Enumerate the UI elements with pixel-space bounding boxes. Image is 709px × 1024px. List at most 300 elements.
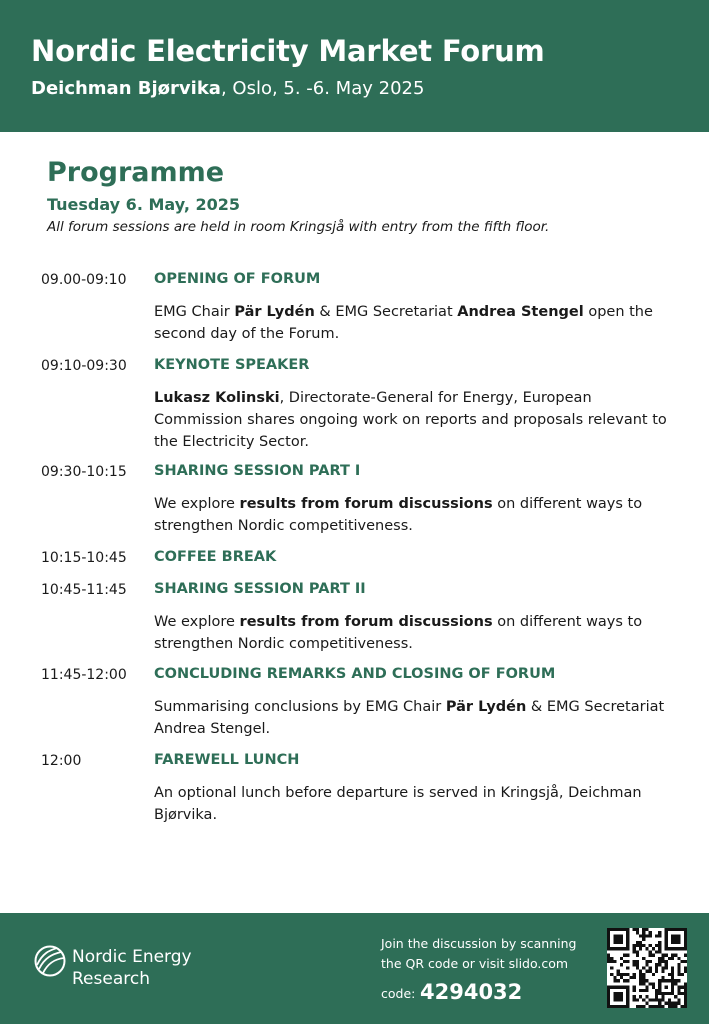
qr-module (668, 979, 671, 982)
qr-module (613, 976, 616, 979)
qr-module (645, 928, 648, 931)
qr-module (649, 982, 652, 985)
qr-module (674, 954, 677, 957)
nordic-energy-research-logo-icon (33, 944, 67, 978)
qr-module (684, 966, 687, 969)
qr-module (655, 989, 658, 992)
qr-module (617, 979, 620, 982)
join-line-1: Join the discussion by scanning (381, 936, 577, 951)
qr-module (626, 1002, 629, 1005)
qr-module (626, 944, 629, 947)
qr-module (671, 1002, 674, 1005)
qr-module (642, 998, 645, 1001)
qr-module (639, 934, 642, 937)
description-text: We explore (154, 614, 240, 630)
qr-module (626, 1005, 629, 1008)
qr-module (655, 963, 658, 966)
qr-module (684, 989, 687, 992)
qr-module (626, 960, 629, 963)
qr-module (681, 992, 684, 995)
session-title: COFFEE BREAK (154, 549, 277, 565)
qr-module (626, 954, 629, 957)
qr-module (677, 963, 680, 966)
join-line-2: the QR code or visit slido.com (381, 956, 569, 971)
qr-module (626, 995, 629, 998)
qr-module (620, 938, 623, 941)
qr-module (649, 954, 652, 957)
session-title: SHARING SESSION PART II (154, 581, 366, 597)
qr-module (636, 950, 639, 953)
qr-module (677, 992, 680, 995)
qr-module (649, 944, 652, 947)
qr-module (661, 992, 664, 995)
logo-wordmark (72, 946, 192, 990)
qr-module (620, 1005, 623, 1008)
qr-module (626, 979, 629, 982)
qr-module (671, 947, 674, 950)
qr-module (607, 995, 610, 998)
qr-module (620, 995, 623, 998)
qr-module (633, 998, 636, 1001)
qr-module (607, 957, 610, 960)
qr-module (607, 928, 610, 931)
qr-module (684, 998, 687, 1001)
programme-date: Tuesday 6. May, 2025 (47, 195, 241, 214)
qr-module (649, 960, 652, 963)
description-text: , Directorate-General for Energy, European Commission shares ongoing work on reports and proposals relevant to the Electricity Sector. (154, 390, 667, 450)
qr-module (642, 928, 645, 931)
qr-module (607, 934, 610, 937)
qr-module (610, 986, 613, 989)
qr-module (668, 928, 671, 931)
session-time: 10:15-10:45 (41, 550, 127, 566)
qr-module (661, 995, 664, 998)
qr-module (623, 954, 626, 957)
session-time: 09.00-09:10 (41, 272, 127, 288)
qr-module (613, 934, 616, 937)
qr-module (626, 973, 629, 976)
qr-module (658, 982, 661, 985)
description-text: on different ways to strengthen Nordic competitiveness. (154, 614, 643, 652)
qr-module (636, 1005, 639, 1008)
qr-module (607, 998, 610, 1001)
qr-module (607, 1002, 610, 1005)
programme-note: All forum sessions are held in room Kringsjå with entry from the fifth floor. (47, 219, 550, 235)
session-description (154, 301, 674, 345)
qr-module (620, 976, 623, 979)
qr-module (636, 941, 639, 944)
qr-module (617, 941, 620, 944)
qr-module (661, 998, 664, 1001)
qr-module (642, 944, 645, 947)
qr-module (645, 960, 648, 963)
qr-module (684, 960, 687, 963)
qr-module (677, 973, 680, 976)
qr-module (671, 986, 674, 989)
qr-module (607, 931, 610, 934)
venue-name: Deichman Bjørvika (31, 78, 221, 99)
qr-module (645, 963, 648, 966)
qr-module (681, 986, 684, 989)
qr-module (645, 1002, 648, 1005)
qr-module (677, 1002, 680, 1005)
session-time: 09:10-09:30 (41, 358, 127, 374)
qr-module (645, 989, 648, 992)
qr-module (665, 941, 668, 944)
qr-module (607, 944, 610, 947)
qr-module (607, 986, 610, 989)
location-dates: , Oslo, 5. -6. May 2025 (220, 78, 425, 99)
qr-module (620, 957, 623, 960)
session-time: 10:45-11:45 (41, 582, 127, 598)
qr-module (671, 941, 674, 944)
qr-module (639, 982, 642, 985)
qr-module (677, 941, 680, 944)
qr-module (613, 960, 616, 963)
qr-module (626, 989, 629, 992)
qr-module (649, 966, 652, 969)
description-bold-text: results from forum discussions (239, 614, 493, 630)
qr-module (655, 950, 658, 953)
qr-module (620, 986, 623, 989)
qr-module (626, 941, 629, 944)
qr-module (665, 947, 668, 950)
qr-module (684, 982, 687, 985)
qr-module (671, 970, 674, 973)
qr-module (655, 934, 658, 937)
qr-module (633, 963, 636, 966)
qr-module (633, 986, 636, 989)
qr-module (613, 928, 616, 931)
programme-heading: Programme (47, 157, 225, 188)
event-title: Nordic Electricity Market Forum (31, 34, 545, 68)
qr-module (617, 995, 620, 998)
qr-module (623, 973, 626, 976)
qr-module (658, 992, 661, 995)
qr-module (671, 957, 674, 960)
qr-module (613, 992, 616, 995)
qr-module (645, 986, 648, 989)
qr-module (652, 947, 655, 950)
qr-module (661, 1005, 664, 1008)
qr-module (684, 954, 687, 957)
qr-module (610, 973, 613, 976)
qr-module (626, 931, 629, 934)
qr-module (668, 992, 671, 995)
qr-module (633, 947, 636, 950)
qr-module (674, 938, 677, 941)
qr-module (617, 970, 620, 973)
qr-module (620, 998, 623, 1001)
qr-module (639, 973, 642, 976)
qr-module (652, 973, 655, 976)
header-banner (0, 0, 709, 132)
qr-module (613, 941, 616, 944)
qr-module (642, 938, 645, 941)
qr-module (607, 992, 610, 995)
qr-module (674, 995, 677, 998)
qr-module (642, 989, 645, 992)
session-description (154, 387, 674, 453)
qr-module (658, 950, 661, 953)
qr-module (649, 934, 652, 937)
session-time: 09:30-10:15 (41, 464, 127, 480)
qr-module (665, 963, 668, 966)
qr-module (668, 973, 671, 976)
qr-module (674, 1005, 677, 1008)
qr-module (671, 928, 674, 931)
qr-module (636, 954, 639, 957)
qr-module (639, 979, 642, 982)
qr-module (639, 970, 642, 973)
code-label: code: (381, 986, 416, 1001)
qr-module (642, 973, 645, 976)
qr-module (645, 995, 648, 998)
qr-module (613, 998, 616, 1001)
qr-module (658, 957, 661, 960)
qr-module (610, 1005, 613, 1008)
qr-module (620, 928, 623, 931)
qr-module (610, 966, 613, 969)
qr-module (626, 928, 629, 931)
qr-module (613, 995, 616, 998)
qr-module (652, 1005, 655, 1008)
qr-module (610, 928, 613, 931)
description-text: EMG Chair (154, 304, 235, 320)
description-text: An optional lunch before departure is served in Kringsjå, Deichman Bjørvika. (154, 785, 642, 823)
qr-module (633, 950, 636, 953)
qr-module (620, 992, 623, 995)
description-text: We explore (154, 496, 240, 512)
qr-module (633, 928, 636, 931)
qr-module (645, 934, 648, 937)
qr-module (658, 960, 661, 963)
qr-module (636, 966, 639, 969)
qr-module (649, 998, 652, 1001)
qr-module (607, 947, 610, 950)
qr-module (642, 957, 645, 960)
qr-module (674, 982, 677, 985)
qr-module (652, 954, 655, 957)
qr-module (639, 941, 642, 944)
qr-module (677, 979, 680, 982)
qr-module (684, 944, 687, 947)
qr-module (636, 963, 639, 966)
qr-module (658, 1005, 661, 1008)
qr-module (639, 944, 642, 947)
qr-module (677, 998, 680, 1001)
description-bold-text: Pär Lydén (445, 699, 527, 715)
qr-module (617, 986, 620, 989)
qr-module (665, 934, 668, 937)
qr-module (665, 960, 668, 963)
qr-module (677, 947, 680, 950)
qr-module (626, 986, 629, 989)
qr-module (620, 934, 623, 937)
qr-module (636, 998, 639, 1001)
qr-module (658, 934, 661, 937)
session-title: CONCLUDING REMARKS AND CLOSING OF FORUM (154, 666, 556, 682)
qr-module (658, 986, 661, 989)
qr-module (655, 970, 658, 973)
qr-module (681, 928, 684, 931)
qr-module (681, 947, 684, 950)
qr-module (661, 960, 664, 963)
qr-module (613, 1005, 616, 1008)
session-description (154, 611, 674, 655)
description-bold-text: results from forum discussions (239, 496, 493, 512)
qr-module (617, 1005, 620, 1008)
qr-module (655, 944, 658, 947)
session-description (154, 493, 674, 537)
qr-module (661, 976, 664, 979)
qr-module (639, 947, 642, 950)
qr-module (684, 986, 687, 989)
qr-module (613, 979, 616, 982)
qr-module (633, 973, 636, 976)
qr-module (607, 1005, 610, 1008)
qr-module (671, 954, 674, 957)
qr-module (684, 934, 687, 937)
qr-module (677, 970, 680, 973)
qr-module (677, 928, 680, 931)
join-discussion-text (381, 934, 576, 974)
code-value: 4294032 (420, 980, 523, 1004)
qr-module (668, 998, 671, 1001)
qr-module (658, 1002, 661, 1005)
qr-module (652, 986, 655, 989)
qr-module (658, 963, 661, 966)
qr-module (642, 982, 645, 985)
qr-module (642, 966, 645, 969)
qr-module (617, 998, 620, 1001)
qr-module (668, 1005, 671, 1008)
qr-module (617, 947, 620, 950)
qr-module (658, 998, 661, 1001)
qr-module (649, 1005, 652, 1008)
qr-module (674, 1002, 677, 1005)
qr-module (684, 928, 687, 931)
qr-module (684, 947, 687, 950)
session-time: 12:00 (41, 753, 82, 769)
qr-module (652, 998, 655, 1001)
qr-module (681, 1005, 684, 1008)
qr-module (668, 1002, 671, 1005)
qr-module (639, 995, 642, 998)
qr-module (626, 938, 629, 941)
qr-module (607, 954, 610, 957)
qr-module (613, 938, 616, 941)
qr-module (645, 947, 648, 950)
qr-module (661, 979, 664, 982)
qr-module (633, 976, 636, 979)
qr-module (626, 966, 629, 969)
qr-module (623, 960, 626, 963)
qr-module (665, 1002, 668, 1005)
qr-module (674, 941, 677, 944)
session-title: FAREWELL LUNCH (154, 752, 300, 768)
qr-module (642, 934, 645, 937)
event-subtitle (31, 78, 424, 99)
qr-module (639, 976, 642, 979)
qr-module (684, 931, 687, 934)
qr-module (671, 982, 674, 985)
qr-module (623, 928, 626, 931)
qr-module (636, 931, 639, 934)
qr-module (658, 931, 661, 934)
qr-module (613, 986, 616, 989)
qr-module (633, 944, 636, 947)
qr-module (677, 957, 680, 960)
session-description (154, 696, 674, 740)
qr-module (661, 966, 664, 969)
session-title: KEYNOTE SPEAKER (154, 357, 310, 373)
qr-module (665, 931, 668, 934)
qr-module (674, 947, 677, 950)
qr-module (642, 1005, 645, 1008)
session-title: OPENING OF FORUM (154, 271, 321, 287)
qr-module (652, 982, 655, 985)
logo-line-1: Nordic Energy (72, 947, 192, 967)
description-bold-text: Lukasz Kolinski (154, 390, 280, 406)
qr-module (684, 1002, 687, 1005)
qr-module (684, 995, 687, 998)
qr-module (671, 934, 674, 937)
qr-module (668, 957, 671, 960)
qr-module (626, 947, 629, 950)
qr-module (671, 973, 674, 976)
qr-module (677, 966, 680, 969)
qr-code-icon[interactable] (607, 928, 687, 1008)
qr-module (607, 938, 610, 941)
qr-module (636, 944, 639, 947)
qr-module (665, 979, 668, 982)
qr-module (617, 928, 620, 931)
qr-module (658, 941, 661, 944)
qr-module (629, 976, 632, 979)
qr-module (658, 944, 661, 947)
qr-module (626, 992, 629, 995)
qr-module (642, 979, 645, 982)
qr-module (626, 998, 629, 1001)
description-text: Summarising conclusions by EMG Chair (154, 699, 446, 715)
qr-module (668, 947, 671, 950)
qr-module (617, 973, 620, 976)
qr-module (671, 992, 674, 995)
qr-module (626, 934, 629, 937)
qr-module (684, 938, 687, 941)
qr-module (661, 957, 664, 960)
session-time: 11:45-12:00 (41, 667, 127, 683)
qr-module (677, 989, 680, 992)
session-description (154, 782, 674, 826)
qr-module (610, 957, 613, 960)
qr-module (655, 995, 658, 998)
qr-module (658, 947, 661, 950)
qr-module (674, 979, 677, 982)
qr-module (639, 1005, 642, 1008)
qr-module (655, 998, 658, 1001)
qr-module (665, 938, 668, 941)
description-text: open the second day of the Forum. (154, 304, 653, 342)
qr-module (610, 960, 613, 963)
qr-module (607, 989, 610, 992)
qr-module (633, 960, 636, 963)
qr-module (665, 992, 668, 995)
qr-module (617, 938, 620, 941)
qr-module (617, 992, 620, 995)
qr-module (620, 973, 623, 976)
